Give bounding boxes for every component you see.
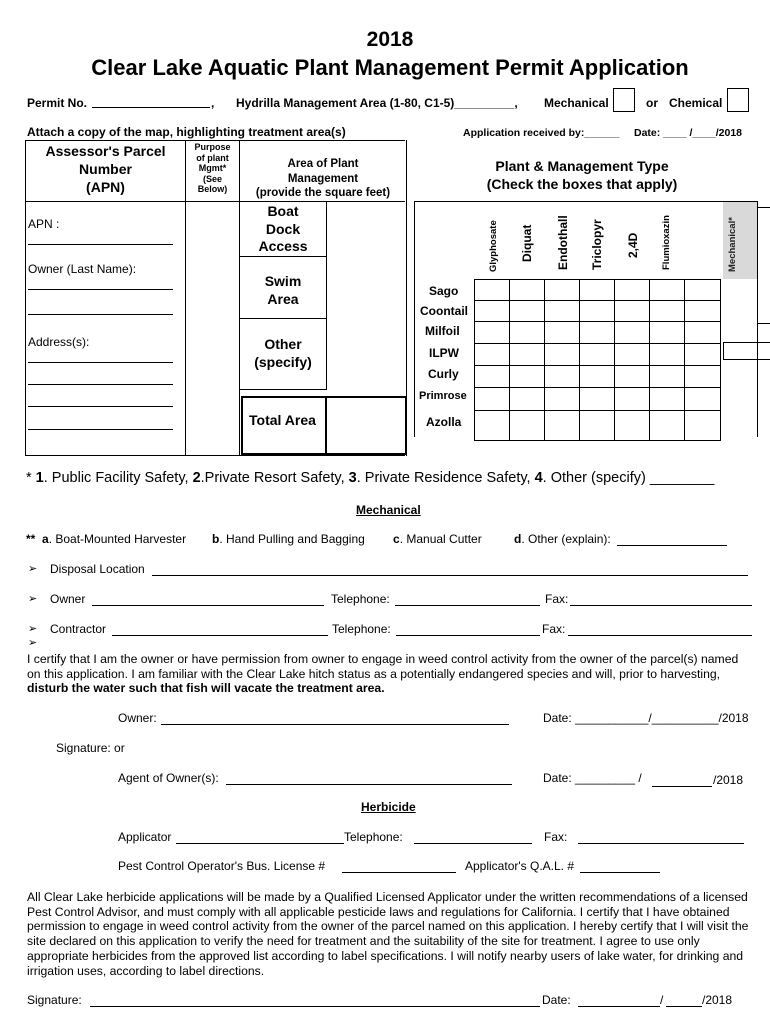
mech-option-d: . Other (explain): xyxy=(521,532,611,546)
applicator-fax-label: Fax: xyxy=(544,830,568,844)
grid-row xyxy=(475,366,721,388)
plant-primrose: Primrose xyxy=(419,390,467,402)
treatment-checkbox-cell[interactable] xyxy=(580,280,615,301)
bullet-icon: ➢ xyxy=(28,637,38,649)
agent-date-label: Date: _________ / xyxy=(543,771,642,785)
apn-field[interactable] xyxy=(28,244,173,245)
treatment-checkbox-cell[interactable] xyxy=(650,411,685,441)
mech-option-a: . Boat-Mounted Harvester xyxy=(48,532,187,546)
purpose-header-line: Purpose xyxy=(194,142,231,152)
plant-sago: Sago xyxy=(429,284,459,298)
apn-header-line: Number xyxy=(79,161,132,177)
final-date-label: Date: xyxy=(542,993,571,1007)
right-edge-mark xyxy=(723,342,770,360)
mech-key: a xyxy=(42,532,49,546)
purpose-header xyxy=(186,142,239,195)
right-edge-mark xyxy=(758,323,770,324)
purpose-header-line: Mgmt* xyxy=(198,163,227,174)
purpose-header-line: of plant xyxy=(196,152,229,163)
treatment-checkbox-cell[interactable] xyxy=(685,344,721,366)
chemical-label: Chemical xyxy=(669,96,723,110)
received-by-label: Application received by:______ xyxy=(463,127,620,139)
permit-no-field[interactable] xyxy=(92,107,210,108)
certify-bold-text: disturb the water such that fish will vacate the treatment area. xyxy=(27,681,385,696)
purpose-num: 4 xyxy=(534,470,543,486)
treatment-glyphosate: Glyphosate xyxy=(488,220,499,272)
mech-owner-fax-label: Fax: xyxy=(545,592,569,606)
grid-row xyxy=(475,301,721,322)
bullet-icon: ➢ xyxy=(28,623,38,635)
treatment-checkbox-cell[interactable] xyxy=(510,388,545,411)
purpose-legend xyxy=(26,470,714,486)
area-header-line: (provide the square feet) xyxy=(255,187,391,199)
comma: , xyxy=(211,96,215,110)
apn-header-line: (APN) xyxy=(86,179,125,195)
hydrilla-label: Hydrilla Management Area (1-80, C1-5)_________, xyxy=(236,96,518,110)
treatment-checkbox-cell[interactable] xyxy=(580,322,615,344)
treatment-checkbox-cell[interactable] xyxy=(580,301,615,322)
plant-milfoil: Milfoil xyxy=(425,324,460,338)
treatment-checkbox-cell[interactable] xyxy=(510,411,545,441)
mechanical-checkbox[interactable] xyxy=(613,88,635,112)
swim-area-line: Area xyxy=(267,291,299,307)
treatment-checkbox-cell[interactable] xyxy=(685,411,721,441)
disposal-location-label: Disposal Location xyxy=(50,562,145,576)
mechanical-certify-text xyxy=(27,652,749,696)
owner-name-field-1[interactable] xyxy=(28,289,173,290)
treatment-checkbox-cell[interactable] xyxy=(475,301,510,322)
right-edge-mark xyxy=(758,207,770,208)
mech-option-c: . Manual Cutter xyxy=(399,532,482,546)
treatment-checkbox-cell[interactable] xyxy=(545,388,580,411)
mech-owner-fax-field[interactable] xyxy=(570,605,752,606)
treatment-checkbox-cell[interactable] xyxy=(650,322,685,344)
mech-key: d xyxy=(514,532,522,546)
purpose-star: * xyxy=(26,470,36,486)
final-date-year: /2018 xyxy=(702,993,733,1007)
mech-option-b-wrap xyxy=(212,532,365,546)
purpose-header-line: (See xyxy=(202,173,222,184)
treatment-checkbox-cell[interactable] xyxy=(650,280,685,301)
treatment-checkbox-cell[interactable] xyxy=(685,301,721,322)
owner-signature-label: Owner: xyxy=(118,711,157,725)
treatment-checkbox-cell[interactable] xyxy=(685,388,721,411)
treatment-checkbox-cell[interactable] xyxy=(475,322,510,344)
grid-row xyxy=(475,411,721,441)
treatment-mechanical: Mechanical* xyxy=(727,217,738,272)
swim-area-line: Swim xyxy=(264,273,302,289)
owner-name-field-2[interactable] xyxy=(28,314,173,315)
area-header xyxy=(240,157,406,201)
bullet-icon: ➢ xyxy=(28,593,38,605)
treatment-checkbox-grid xyxy=(474,279,721,441)
treatment-checkbox-cell[interactable] xyxy=(510,301,545,322)
mech-option-c-wrap xyxy=(393,532,482,546)
mech-owner-label: Owner xyxy=(50,592,86,606)
plant-names-box xyxy=(414,279,475,437)
treatment-checkbox-cell[interactable] xyxy=(510,322,545,344)
boat-dock-line: Boat xyxy=(267,203,299,219)
mech-key: c xyxy=(393,532,400,546)
treatment-checkbox-cell[interactable] xyxy=(545,411,580,441)
disposal-location-field[interactable] xyxy=(152,575,748,576)
plant-type-header xyxy=(407,157,757,193)
swim-area-label xyxy=(240,272,326,308)
applicator-fax-field[interactable] xyxy=(578,843,744,844)
treatment-checkbox-cell[interactable] xyxy=(615,301,650,322)
grid-row xyxy=(475,280,721,301)
total-area-label: Total Area xyxy=(249,412,316,428)
address-label: Address(s): xyxy=(28,335,90,349)
other-explain-field[interactable] xyxy=(617,545,727,546)
mech-option-b: . Hand Pulling and Bagging xyxy=(219,532,365,546)
treatment-checkbox-cell[interactable] xyxy=(580,366,615,388)
license-label: Pest Control Operator's Bus. License # xyxy=(118,859,326,873)
treatment-checkbox-cell[interactable] xyxy=(545,322,580,344)
treatment-checkbox-cell[interactable] xyxy=(545,280,580,301)
treatment-checkbox-cell[interactable] xyxy=(615,280,650,301)
agent-date-day-field[interactable] xyxy=(652,786,712,787)
treatment-checkbox-cell[interactable] xyxy=(650,366,685,388)
herbicide-paragraph: All Clear Lake herbicide applications will be made by a Qualified Licensed Applicator under the written recommendations of a licensed Pest Control Advisor, and must comply with all applicable pesticide laws and regulations for California. I certify that I have obtained permission to engage in weed control activity from the owner of the parcel named on this application. I hereby certify that I will visit the site declared on this application to verify the need for treatment and the suitability of the site for treatment. I agree to use only appropriate herbicides from the approved list according to label specifications. I will notify nearby users of lake water, for drinking and irrigation uses, according to label directions. xyxy=(27,890,749,978)
contractor-fax-label: Fax: xyxy=(542,622,566,636)
agent-label: Agent of Owner(s): xyxy=(118,771,219,785)
treatment-checkbox-cell[interactable] xyxy=(545,344,580,366)
or-label: or xyxy=(646,96,658,110)
agent-date-year: /2018 xyxy=(713,773,744,787)
plant-azolla: Azolla xyxy=(426,415,462,429)
treatment-flumioxazin: Flumioxazin xyxy=(661,215,672,270)
purpose-text: . Public Facility Safety, xyxy=(43,470,193,486)
treatment-checkbox-cell[interactable] xyxy=(685,322,721,344)
treatment-checkbox-cell[interactable] xyxy=(580,411,615,441)
treatment-checkbox-cell[interactable] xyxy=(580,344,615,366)
grid-row xyxy=(475,322,721,344)
area-row-divider xyxy=(240,256,326,257)
contractor-label: Contractor xyxy=(50,622,107,636)
boat-dock-sqft-field[interactable] xyxy=(326,201,407,257)
mechanical-label: Mechanical xyxy=(544,96,609,110)
mech-star: ** xyxy=(26,532,36,546)
plant-type-header-line: Plant & Management Type xyxy=(495,158,669,174)
owner-date-label: Date: ___________/__________/2018 xyxy=(543,711,749,725)
agent-signature-field[interactable] xyxy=(226,784,512,785)
treatment-checkbox-cell[interactable] xyxy=(615,411,650,441)
treatment-checkbox-cell[interactable] xyxy=(615,344,650,366)
license-field[interactable] xyxy=(342,872,456,873)
treatment-checkbox-cell[interactable] xyxy=(510,280,545,301)
mech-option-d-wrap xyxy=(514,532,611,546)
form-title: Clear Lake Aquatic Plant Management Permit Application xyxy=(91,55,689,80)
treatment-endothall: Endothall xyxy=(556,215,570,270)
contractor-telephone-field[interactable] xyxy=(396,635,540,636)
applicator-telephone-field[interactable] xyxy=(414,843,532,844)
area-header-line: Area of Plant xyxy=(287,158,359,170)
other-area-line: Other xyxy=(264,336,302,352)
purpose-num: 3 xyxy=(348,470,357,486)
final-signature-field[interactable] xyxy=(90,1006,540,1007)
other-sqft-field[interactable] xyxy=(326,318,407,390)
final-date-month-field[interactable] xyxy=(578,1006,660,1007)
treatment-checkbox-cell[interactable] xyxy=(475,411,510,441)
treatment-checkbox-cell[interactable] xyxy=(475,344,510,366)
owner-signature-field[interactable] xyxy=(161,724,509,725)
other-area-label xyxy=(240,335,326,371)
treatment-24d: 2,4D xyxy=(626,232,640,258)
date-slash: / xyxy=(660,993,664,1007)
table-top-line xyxy=(25,140,405,141)
attach-map-label: Attach a copy of the map, highlighting treatment area(s) xyxy=(27,125,346,139)
address-field-2[interactable] xyxy=(28,384,173,385)
chemical-checkbox[interactable] xyxy=(727,88,749,112)
boat-dock-line: Dock xyxy=(265,220,301,237)
treatment-checkbox-cell[interactable] xyxy=(685,280,721,301)
bullet-icon: ➢ xyxy=(28,563,38,575)
treatment-checkbox-cell[interactable] xyxy=(685,366,721,388)
owner-last-name-label: Owner (Last Name): xyxy=(28,262,137,276)
area-row-divider xyxy=(240,318,326,319)
purpose-num: 2 xyxy=(192,470,201,486)
form-year: 2018 xyxy=(366,28,414,51)
grid-row xyxy=(475,344,721,366)
signature-or-label: Signature: or xyxy=(56,741,125,755)
permit-no-label: Permit No. xyxy=(27,96,88,110)
treatment-checkbox-cell[interactable] xyxy=(545,301,580,322)
treatment-checkbox-cell[interactable] xyxy=(650,301,685,322)
total-sqft-field[interactable] xyxy=(325,396,327,455)
boat-dock-line: Access xyxy=(258,238,308,254)
mech-key: b xyxy=(212,532,220,546)
final-signature-label: Signature: xyxy=(27,993,82,1007)
treatment-checkbox-cell[interactable] xyxy=(475,366,510,388)
area-header-line: Management xyxy=(287,172,359,185)
plant-curly: Curly xyxy=(428,367,459,381)
herbicide-heading: Herbicide xyxy=(361,800,416,814)
address-field-4[interactable] xyxy=(28,429,173,430)
contractor-telephone-label: Telephone: xyxy=(332,622,391,636)
treatment-checkbox-cell[interactable] xyxy=(650,344,685,366)
treatment-triclopyr: Triclopyr xyxy=(590,219,604,270)
treatment-checkbox-cell[interactable] xyxy=(615,388,650,411)
treatment-checkbox-cell[interactable] xyxy=(615,366,650,388)
address-field-3[interactable] xyxy=(28,406,173,407)
area-row-divider xyxy=(240,389,326,390)
contractor-fax-field[interactable] xyxy=(568,635,752,636)
treatment-diquat: Diquat xyxy=(520,224,534,262)
plant-ilpw: ILPW xyxy=(429,346,459,360)
apn-label: APN : xyxy=(28,217,60,231)
mech-owner-telephone-label: Telephone: xyxy=(331,592,390,606)
purpose-header-line: Below) xyxy=(197,184,228,195)
mech-owner-telephone-field[interactable] xyxy=(395,605,540,606)
qal-field[interactable] xyxy=(580,872,660,873)
applicator-field[interactable] xyxy=(176,843,344,844)
purpose-text: . Private Residence Safety, xyxy=(356,470,535,486)
mechanical-heading: Mechanical xyxy=(356,503,421,517)
purpose-text: .Private Resort Safety, xyxy=(200,470,349,486)
apn-header xyxy=(26,142,185,196)
received-date-label: Date: ____ /____/2018 xyxy=(634,127,742,139)
plant-coontail: Coontail xyxy=(420,304,468,318)
applicator-label: Applicator xyxy=(118,830,172,844)
apn-header-line: Assessor's Parcel xyxy=(45,143,166,159)
treatment-checkbox-cell[interactable] xyxy=(650,388,685,411)
address-field-1[interactable] xyxy=(28,362,173,363)
other-area-line: (specify) xyxy=(254,354,312,370)
treatment-checkbox-cell[interactable] xyxy=(580,388,615,411)
mechanical-options xyxy=(26,532,186,546)
qal-label: Applicator's Q.A.L. # xyxy=(465,859,575,873)
swim-sqft-field[interactable] xyxy=(326,256,407,319)
mech-owner-field[interactable] xyxy=(92,605,324,606)
applicator-telephone-label: Telephone: xyxy=(344,830,403,844)
purpose-text: . Other (specify) ________ xyxy=(542,470,715,486)
treatment-checkbox-cell[interactable] xyxy=(510,344,545,366)
contractor-field[interactable] xyxy=(112,635,328,636)
boat-dock-label xyxy=(240,203,326,256)
treatment-checkbox-cell[interactable] xyxy=(615,322,650,344)
grid-row xyxy=(475,388,721,411)
treatment-checkbox-cell[interactable] xyxy=(545,366,580,388)
treatment-checkbox-cell[interactable] xyxy=(475,388,510,411)
certify-text: I certify that I am the owner or have permission from owner to engage in weed control activity from the owner of the parcel(s) named on this application. I am familiar with the Clear Lake hitch status as a potentially endangered species and will, prior to harvesting, xyxy=(27,652,739,681)
purpose-num: 1 xyxy=(35,470,44,486)
treatment-checkbox-cell[interactable] xyxy=(475,280,510,301)
treatment-checkbox-cell[interactable] xyxy=(510,366,545,388)
plant-type-header-line: (Check the boxes that apply) xyxy=(486,176,678,192)
final-date-day-field[interactable] xyxy=(666,1006,702,1007)
